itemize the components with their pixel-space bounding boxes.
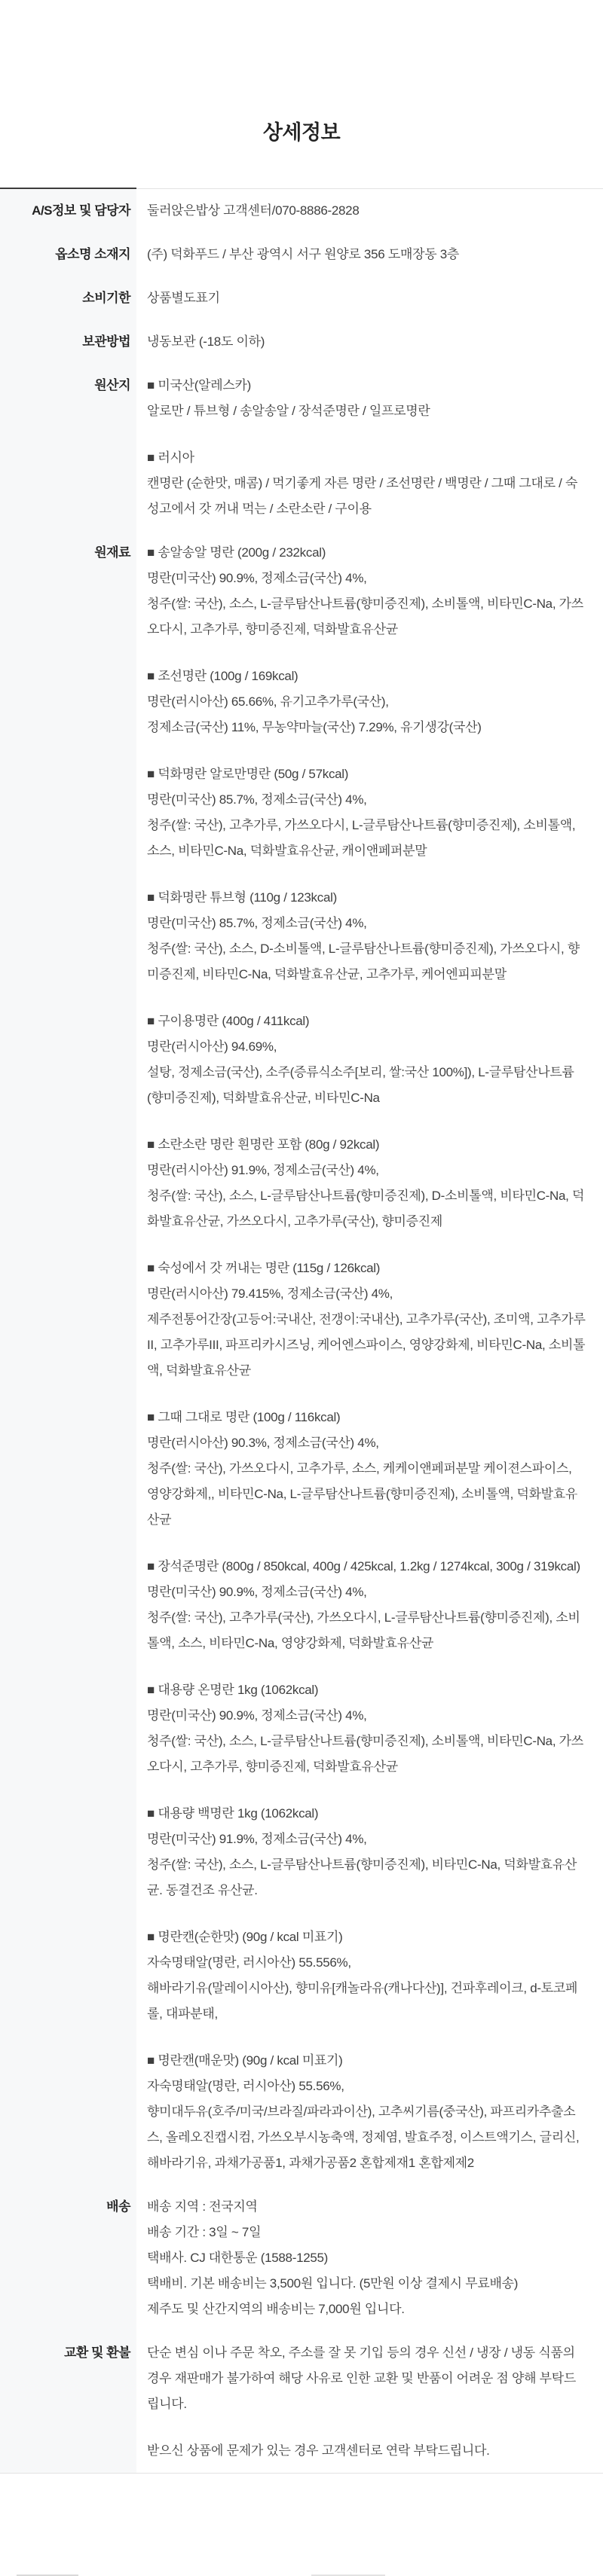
table-row xyxy=(0,276,603,320)
text-line: 알로만 / 튜브형 / 송알송알 / 장석준명란 / 일프로명란 xyxy=(147,404,430,418)
text-line: 청주(쌀: 국산), 고추가루, 가쓰오다시, L-글루탐산나트륨(향미증진제), 소비톨액, 소스, 비타민C-Na, 덕화발효유산균, 캐이앤페퍼분말 xyxy=(147,818,576,858)
content-paragraph xyxy=(147,664,586,740)
text-line: 제주전통어간장(고등어:국내산, 전갱이:국내산), 고추가루(국산), 조미액, 고추가루II, 고추가루III, 파프리카시즈닝, 케어엔스파이스, 영양강화제, 비타민C-Na, 소비톨액, 덕화발효유산균 xyxy=(147,1312,586,1378)
content-paragraph xyxy=(147,885,586,987)
text-line: 자숙명태알(명란, 러시아산) 55.556%, xyxy=(147,1955,351,1970)
table-top-accent-bar xyxy=(0,188,136,189)
text-line: 단순 변심 이나 주문 착오, 주소를 잘 못 기입 등의 경우 신선 / 냉장 / 냉동 식품의 경우 재판매가 불가하여 해당 사유로 인한 교환 및 반품이 어려운 점 양해 부탁드립니다. xyxy=(147,2346,576,2411)
text-line: 명란(러시아산) 79.415%, 정제소금(국산) 4%, xyxy=(147,1286,393,1301)
content-paragraph xyxy=(147,373,586,424)
content-paragraph xyxy=(147,2438,586,2464)
text-line: 정제소금(국산) 11%, 무농약마늘(국산) 7.29%, 유기생강(국산) xyxy=(147,720,482,734)
text-line: 명란(러시아산) 91.9%, 정제소금(국산) 4%, xyxy=(147,1163,379,1177)
text-line: 청주(쌀: 국산), 소스, L-글루탐산나트륨(향미증진제), D-소비톨액, 비타민C-Na, 덕화발효유산균, 가쓰오다시, 고추가루(국산), 향미증진제 xyxy=(147,1189,585,1228)
text-line: 냉동보관 (-18도 이하) xyxy=(147,334,265,349)
row-label: 배송 xyxy=(0,2185,136,2331)
product-detail-table xyxy=(0,188,603,2474)
page-title: 상세정보 xyxy=(262,121,341,144)
text-line: ■ 조선명란 (100g / 169kcal) xyxy=(147,669,298,683)
table-row xyxy=(0,189,603,233)
text-line: 캔명란 (순한맛, 매콤) / 먹기좋게 자른 명란 / 조선명란 / 백명란 / 그때 그대로 / 숙성고에서 갓 꺼내 먹는 / 소란소란 / 구이용 xyxy=(147,476,578,516)
text-line: 청주(쌀: 국산), 소스, L-글루탐산나트륨(향미증진제), 소비톨액, 비타민C-Na, 가쓰오다시, 고추가루, 향미증진제, 덕화발효유산균 xyxy=(147,1734,583,1774)
text-line: 명란(미국산) 90.9%, 정제소금(국산) 4%, xyxy=(147,1585,367,1599)
row-content xyxy=(136,276,603,320)
text-line: ■ 명란캔(순한맛) (90g / kcal 미표기) xyxy=(147,1930,343,1944)
row-content xyxy=(136,2331,603,2473)
text-line: 청주(쌀: 국산), 소스, L-글루탐산나트륨(향미증진제), 소비톨액, 비타민C-Na, 가쓰오다시, 고추가루, 향미증진제, 덕화발효유산균 xyxy=(147,597,583,636)
row-label: 보관방법 xyxy=(0,320,136,364)
text-line: 청주(쌀: 국산), 가쓰오다시, 고추가루, 소스, 케케이앤페퍼분말 케이젼스파이스, 영양강화제,, 비타민C-Na, L-글루탐산나트륨(향미증진제), 소비톨액, 덕화발효유산균 xyxy=(147,1461,578,1527)
content-paragraph xyxy=(147,1405,586,1533)
content-paragraph xyxy=(147,242,586,267)
text-line: ■ 러시아 xyxy=(147,450,194,465)
table-row xyxy=(0,531,603,2185)
row-label: 원산지 xyxy=(0,364,136,531)
content-paragraph xyxy=(147,2340,586,2417)
text-line: ■ 명란캔(매운맛) (90g / kcal 미표기) xyxy=(147,2053,343,2068)
row-label: 원재료 xyxy=(0,531,136,2185)
content-paragraph xyxy=(147,445,586,522)
row-label: 교환 및 환불 xyxy=(0,2331,136,2473)
row-content xyxy=(136,364,603,531)
row-content xyxy=(136,189,603,233)
text-line: 청주(쌀: 국산), 고추가루(국산), 가쓰오다시, L-글루탐산나트륨(향미증진제), 소비톨액, 소스, 비타민C-Na, 영양강화제, 덕화발효유산균 xyxy=(147,1610,580,1650)
text-line: ■ 장석준명란 (800g / 850kcal, 400g / 425kcal, 1.2kg / 1274kcal, 300g / 319kcal) xyxy=(147,1559,580,1573)
content-paragraph xyxy=(147,1554,586,1656)
row-content xyxy=(136,233,603,276)
text-line: 명란(러시아산) 94.69%, xyxy=(147,1039,277,1054)
text-line: 해바라기유(말레이시아산), 향미유[캐놀라유(캐나다산)], 건파후레이크, d-토코페롤, 대파분태, xyxy=(147,1981,578,2021)
content-paragraph xyxy=(147,540,586,642)
text-line: 자숙명태알(명란, 러시아산) 55.56%, xyxy=(147,2079,344,2093)
text-line: ■ 덕화명란 알로만명란 (50g / 57kcal) xyxy=(147,767,349,781)
text-line: 배송 기간 : 3일 ~ 7일 xyxy=(147,2225,262,2239)
text-line: (주) 덕화푸드 / 부산 광역시 서구 원양로 356 도매장동 3층 xyxy=(147,247,460,261)
text-line: 배송 지역 : 전국지역 xyxy=(147,2199,258,2214)
text-line: 설탕, 정제소금(국산), 소주(증류식소주[보리, 쌀:국산 100%]), L-글루탐산나트륨(향미증진제), 덕화발효유산균, 비타민C-Na xyxy=(147,1065,574,1105)
text-line: ■ 구이용명란 (400g / 411kcal) xyxy=(147,1014,310,1028)
row-content xyxy=(136,531,603,2185)
content-paragraph xyxy=(147,1009,586,1111)
text-line: ■ 송알송알 명란 (200g / 232kcal) xyxy=(147,545,326,560)
text-line: 택배비. 기본 배송비는 3,500원 입니다. (5만원 이상 결제시 무료배송) xyxy=(147,2276,519,2291)
table-row xyxy=(0,320,603,364)
text-line: 받으신 상품에 문제가 있는 경우 고객센터로 연락 부탁드립니다. xyxy=(147,2443,490,2458)
content-paragraph xyxy=(147,1677,586,1780)
text-line: 향미대두유(호주/미국/브라질/파라과이산), 고추씨기름(중국산), 파프리카추출소스, 올레오진캡시컴, 가쓰오부시농축액, 정제염, 발효주정, 이스트액기스, 글리신, 해바라기유, 과채가공품1, 과채가공품2 혼합제재1 혼합제제2 xyxy=(147,2104,580,2170)
text-line: 명란(러시아산) 90.3%, 정제소금(국산) 4%, xyxy=(147,1436,379,1450)
text-line: 택배사. CJ 대한통운 (1588-1255) xyxy=(147,2251,329,2265)
detail-table-rows xyxy=(0,189,603,2473)
text-line: ■ 미국산(알레스카) xyxy=(147,378,251,392)
content-paragraph xyxy=(147,198,586,224)
text-line: 제주도 및 산간지역의 배송비는 7,000원 입니다. xyxy=(147,2302,405,2316)
text-line: ■ 덕화명란 튜브형 (110g / 123kcal) xyxy=(147,890,337,905)
text-line: 청주(쌀: 국산), 소스, D-소비톨액, L-글루탐산나트륨(향미증진제), 가쓰오다시, 향미증진제, 비타민C-Na, 덕화발효유산균, 고추가루, 케어엔피피분말 xyxy=(147,942,580,981)
content-paragraph xyxy=(147,762,586,864)
text-line: 명란(미국산) 91.9%, 정제소금(국산) 4%, xyxy=(147,1832,367,1846)
text-line: ■ 소란소란 명란 흰명란 포함 (80g / 92kcal) xyxy=(147,1137,380,1152)
text-line: 명란(미국산) 85.7%, 정제소금(국산) 4%, xyxy=(147,916,367,930)
table-row xyxy=(0,233,603,276)
content-paragraph xyxy=(147,285,586,311)
row-label: A/S정보 및 담당자 xyxy=(0,189,136,233)
table-row xyxy=(0,364,603,531)
text-line: ■ 그때 그대로 명란 (100g / 116kcal) xyxy=(147,1410,341,1424)
text-line: ■ 대용량 온명란 1kg (1062kcal) xyxy=(147,1683,319,1697)
text-line: 명란(러시아산) 65.66%, 유기고추가루(국산), xyxy=(147,694,389,709)
text-line: ■ 대용량 백명란 1kg (1062kcal) xyxy=(147,1806,319,1821)
text-line: 청주(쌀: 국산), 소스, L-글루탐산나트륨(향미증진제), 비타민C-Na, 덕화발효유산균. 동결건조 유산균. xyxy=(147,1857,577,1897)
content-paragraph xyxy=(147,2048,586,2176)
text-line: 명란(미국산) 90.9%, 정제소금(국산) 4%, xyxy=(147,1708,367,1723)
table-row xyxy=(0,2331,603,2473)
text-line: 상품별도표기 xyxy=(147,291,220,305)
row-label: 소비기한 xyxy=(0,276,136,320)
text-line: ■ 숙성에서 갓 꺼내는 명란 (115g / 126kcal) xyxy=(147,1261,381,1275)
text-line: 명란(미국산) 85.7%, 정제소금(국산) 4%, xyxy=(147,792,367,807)
row-content xyxy=(136,2185,603,2331)
table-row xyxy=(0,2185,603,2331)
content-paragraph xyxy=(147,329,586,355)
text-line: 둘러앉은밥상 고객센터/070-8886-2828 xyxy=(147,203,360,218)
content-paragraph xyxy=(147,1924,586,2027)
row-label: 옵소명 소재지 xyxy=(0,233,136,276)
content-paragraph xyxy=(147,1132,586,1235)
row-content xyxy=(136,320,603,364)
content-paragraph xyxy=(147,2194,586,2322)
text-line: 명란(미국산) 90.9%, 정제소금(국산) 4%, xyxy=(147,571,367,585)
content-paragraph xyxy=(147,1801,586,1903)
content-paragraph xyxy=(147,1256,586,1384)
